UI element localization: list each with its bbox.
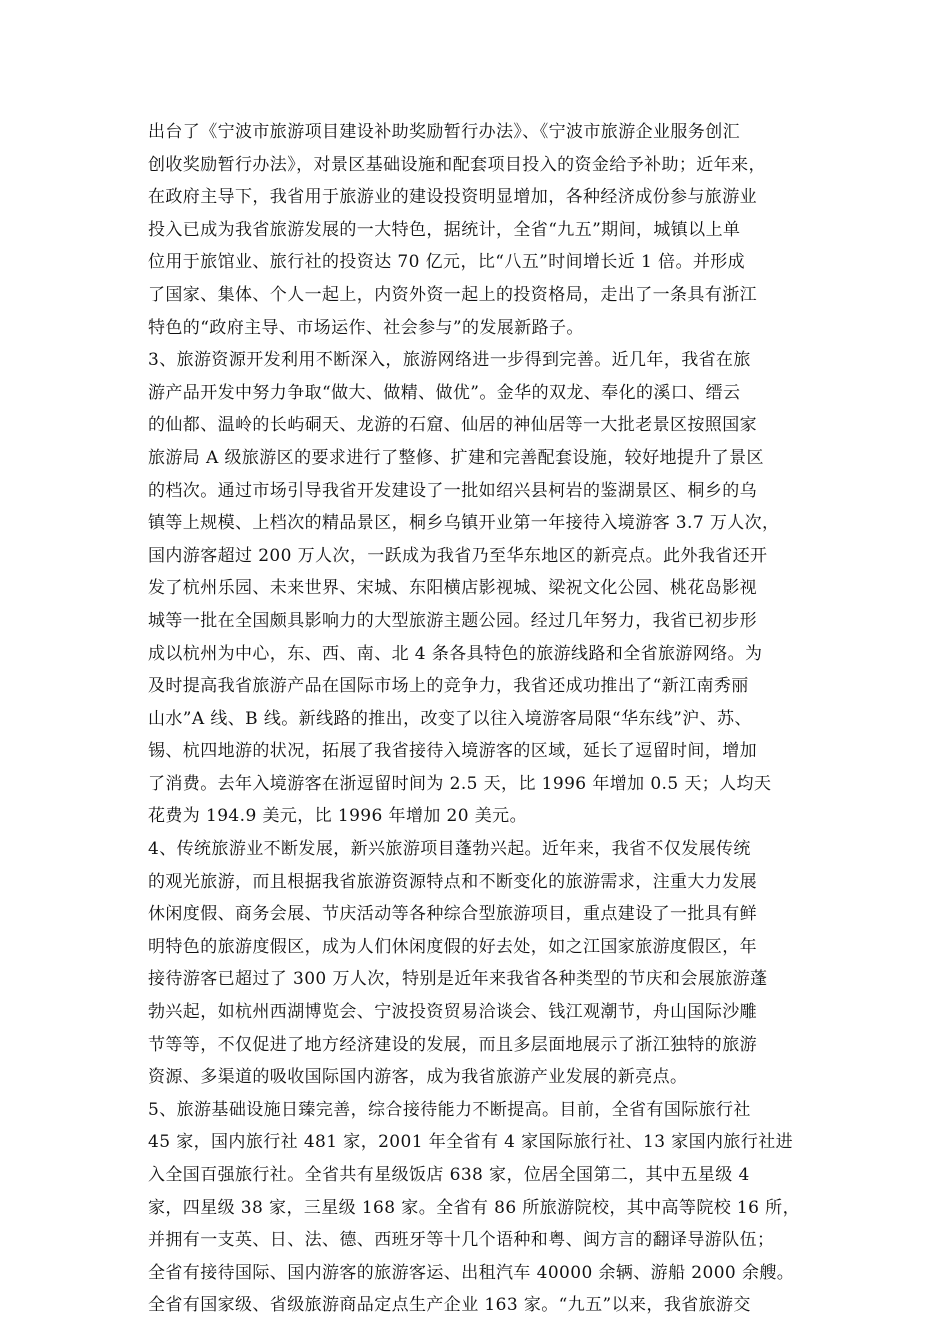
text-line: 锡、杭四地游的状况，拓展了我省接待入境游客的区域，延长了逗留时间，增加 bbox=[148, 741, 757, 762]
text-line: 在政府主导下，我省用于旅游业的建设投资明显增加，各种经济成份参与旅游业 bbox=[148, 187, 757, 208]
document-body bbox=[148, 116, 808, 1322]
text-line: 接待游客已超过了 300 万人次，特别是近年来我省各种类型的节庆和会展旅游蓬 bbox=[148, 969, 768, 990]
text-line: 的档次。通过市场引导我省开发建设了一批如绍兴县柯岩的鉴湖景区、桐乡的乌 bbox=[148, 480, 757, 501]
text-line: 出台了《宁波市旅游项目建设补助奖励暂行办法》、《宁波市旅游企业服务创汇 bbox=[148, 122, 740, 142]
text-line: 家，四星级 38 家，三星级 168 家。全省有 86 所旅游院校，其中高等院校 16 所， bbox=[148, 1197, 800, 1218]
text-line: 节等等，不仅促进了地方经济建设的发展，而且多层面地展示了浙江独特的旅游 bbox=[148, 1034, 757, 1055]
text-line: 45 家，国内旅行社 481 家，2001 年全省有 4 家国际旅行社、13 家国内旅行社进 bbox=[148, 1132, 794, 1153]
text-line: 资源、多渠道的吸收国际国内游客，成为我省旅游产业发展的新亮点。 bbox=[148, 1067, 688, 1088]
text-line: 成以杭州为中心，东、西、南、北 4 条各具特色的旅游线路和全省旅游网络。为 bbox=[148, 643, 763, 664]
text-line: 花费为 194.9 美元，比 1996 年增加 20 美元。 bbox=[148, 806, 527, 827]
text-line: 全省有国家级、省级旅游商品定点生产企业 163 家。“九五”以来，我省旅游交 bbox=[148, 1295, 751, 1316]
text-line: 发了杭州乐园、未来世界、宋城、东阳横店影视城、梁祝文化公园、桃花岛影视 bbox=[148, 578, 757, 599]
text-line: 创收奖励暂行办法》，对景区基础设施和配套项目投入的资金给予补助；近年来， bbox=[148, 154, 766, 175]
text-line: 全省有接待国际、国内游客的旅游客运、出租汽车 40000 余辆、游船 2000 余艘。 bbox=[148, 1262, 795, 1283]
text-line: 勃兴起，如杭州西湖博览会、宁波投资贸易洽谈会、钱江观潮节，舟山国际沙雕 bbox=[148, 1002, 757, 1023]
text-line: 位用于旅馆业、旅行社的投资达 70 亿元，比“八五”时间增长近 1 倍。并形成 bbox=[148, 252, 746, 273]
text-line: 镇等上规模、上档次的精品景区，桐乡乌镇开业第一年接待入境游客 3.7 万人次， bbox=[148, 513, 780, 534]
text-line: 及时提高我省旅游产品在国际市场上的竞争力，我省还成功推出了“新江南秀丽 bbox=[148, 676, 749, 697]
text-line: 山水”A 线、B 线。新线路的推出，改变了以往入境游客局限“华东线”沪、苏、 bbox=[148, 708, 752, 729]
text-line: 投入已成为我省旅游发展的一大特色，据统计，全省“九五”期间，城镇以上单 bbox=[148, 219, 741, 240]
text-line: 明特色的旅游度假区，成为人们休闲度假的好去处，如之江国家旅游度假区，年 bbox=[148, 936, 757, 957]
text-line: 城等一批在全国颇具影响力的大型旅游主题公园。经过几年努力，我省已初步形 bbox=[148, 610, 757, 631]
text-line: 休闲度假、商务会展、节庆活动等各种综合型旅游项目，重点建设了一批具有鲜 bbox=[148, 904, 757, 925]
text-line: 了消费。去年入境游客在浙逗留时间为 2.5 天，比 1996 年增加 0.5 天；人均天 bbox=[148, 773, 772, 794]
text-line: 并拥有一支英、日、法、德、西班牙等十几个语种和粤、闽方言的翻译导游队伍； bbox=[148, 1230, 775, 1251]
text-line: 的观光旅游，而且根据我省旅游资源特点和不断变化的旅游需求，注重大力发展 bbox=[148, 871, 757, 892]
text-line: 游产品开发中努力争取“做大、做精、做优”。金华的双龙、奉化的溪口、缙云 bbox=[148, 382, 741, 403]
text-line: 的仙都、温岭的长屿硐天、龙游的石窟、仙居的神仙居等一大批老景区按照国家 bbox=[148, 415, 757, 436]
text-line: 特色的“政府主导、市场运作、社会参与”的发展新路子。 bbox=[148, 317, 584, 338]
text-line: 旅游局 A 级旅游区的要求进行了整修、扩建和完善配套设施，较好地提升了景区 bbox=[148, 447, 764, 468]
text-line: 入全国百强旅行社。全省共有星级饭店 638 家，位居全国第二，其中五星级 4 bbox=[148, 1165, 750, 1185]
section-3-heading-line: 3、旅游资源开发利用不断深入，旅游网络进一步得到完善。近几年，我省在旅 bbox=[148, 350, 751, 371]
section-5-heading-line: 5、旅游基础设施日臻完善，综合接待能力不断提高。目前，全省有国际旅行社 bbox=[148, 1099, 751, 1120]
text-line: 国内游客超过 200 万人次，一跃成为我省乃至华东地区的新亮点。此外我省还开 bbox=[148, 545, 768, 566]
text-line: 了国家、集体、个人一起上，内资外资一起上的投资格局，走出了一条具有浙江 bbox=[148, 284, 757, 305]
section-4-heading-line: 4、传统旅游业不断发展，新兴旅游项目蓬勃兴起。近年来，我省不仅发展传统 bbox=[148, 839, 751, 860]
